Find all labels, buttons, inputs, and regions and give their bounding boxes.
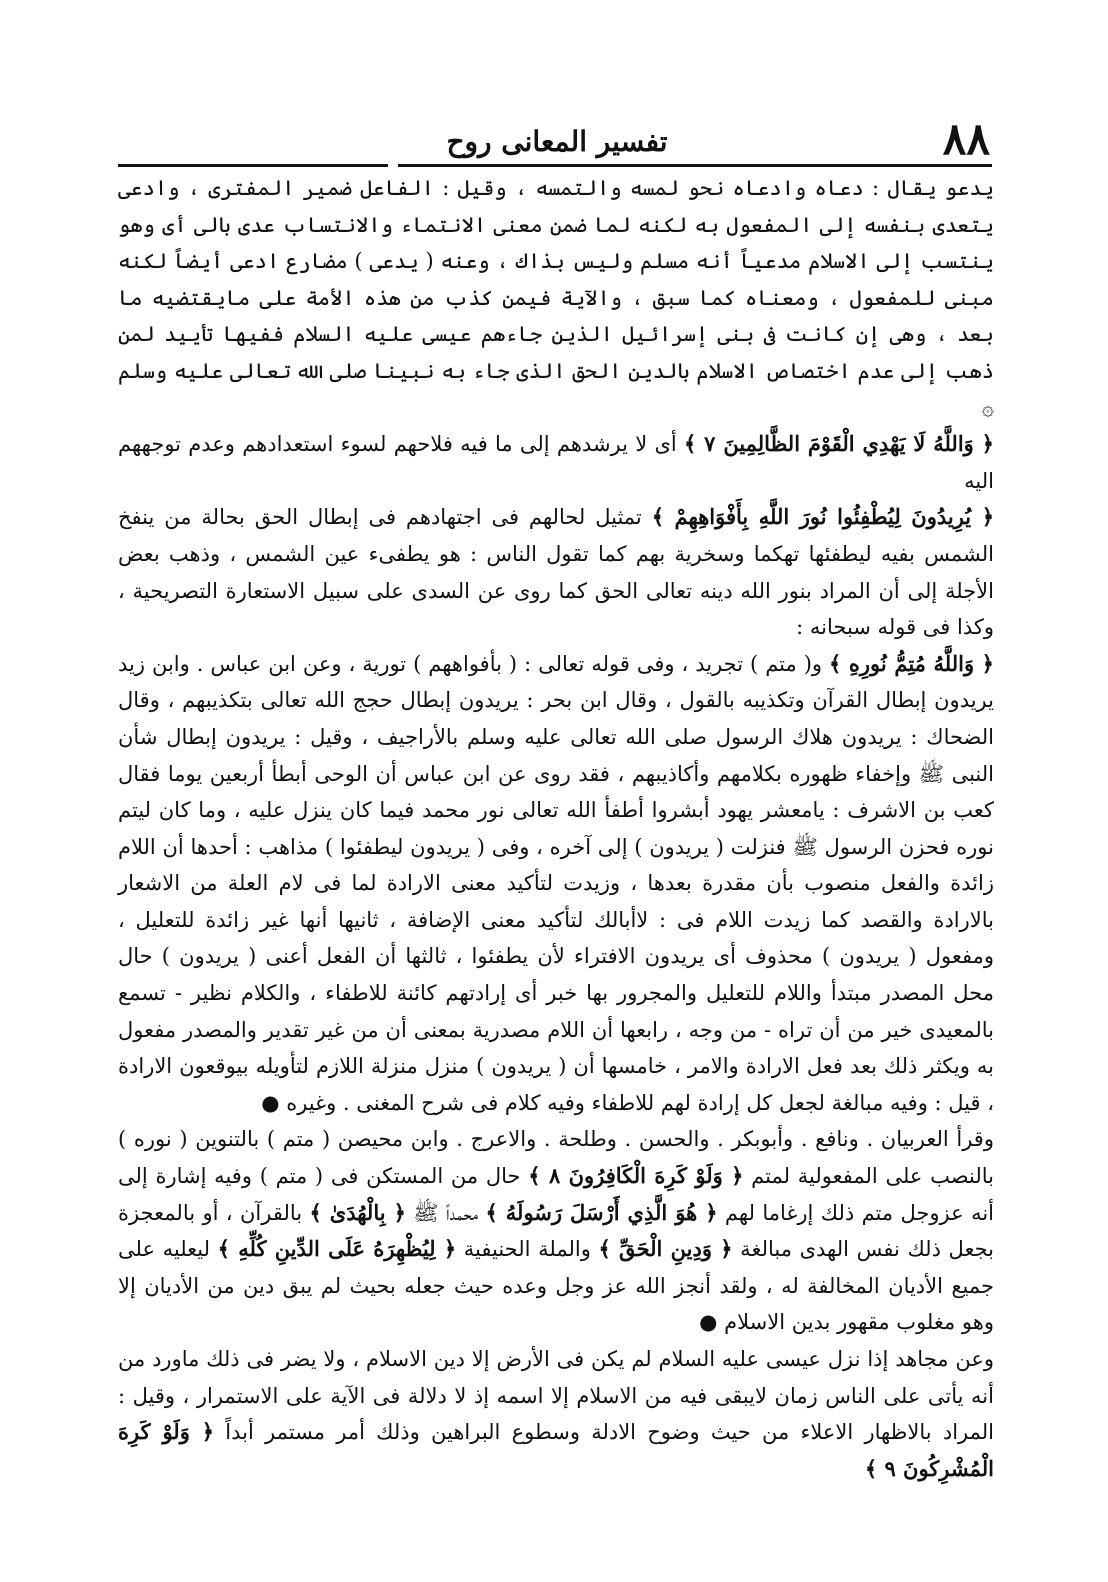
commentary-text: تمثيل لحالهم فى اجتهادهم فى إبطال الحق بحالة من ينفخ الشمس بفيه ليطفئها تهكما وسخرية بهم كما تقول الناس : هو يطفىء عين الشمس ، وذهب بعض الأجلة إلى أن المراد بنور الله دينه تعالى الحق كما روى عن السدى على سبيل الاستعارة التصريحية ، وكذا فى قوله سبحانه :	[118, 505, 994, 640]
quran-verse: ﴿ لِيُظْهِرَهُ عَلَى الدِّينِ كُلِّهِ ﴾	[217, 1236, 457, 1262]
running-title: تفسير المعانى روح	[446, 125, 668, 158]
quran-verse: ﴿ بِالْهُدَىٰ ﴾	[309, 1199, 406, 1225]
commentary-text: محمداً ﷺ	[405, 1200, 486, 1225]
body-text	[118, 170, 994, 1487]
header-rule	[118, 164, 992, 167]
quran-verse: ﴿ وَلَوْ كَرِهَ الْمُشْرِكُونَ ٩ ﴾	[118, 1419, 994, 1481]
paragraph	[118, 499, 994, 645]
quran-verse: ﴿ وَاللَّهُ لَا يَهْدِي الْقَوْمَ الظَّالِمِينَ ٧ ﴾	[683, 431, 994, 457]
quran-verse: ﴿ يُرِيدُونَ لِيُطْفِئُوا نُورَ اللَّهِ بِأَفْوَاهِهِمْ ﴾	[651, 504, 994, 530]
header-rule-gap	[388, 160, 398, 170]
commentary-text: حال من المستكن فى ( متم ) وفيه إشارة إلى أنه عزوجل متم ذلك إرغاما لهم	[118, 1164, 995, 1225]
commentary-text: يدعو يقال : دعاه وادعاه نحو لمسه والتمسه ، وقيل : الفاعل ضمير المفترى ، وادعى يتعدى بنفسه إلى المفعول به لكنه لما ضمن معنى الانتماء والانتساب عدى بالى أى وهو ينتسب إلى الاسلام مدعياً أنه مسلم وليس بذاك ، وعنه ( يدعى ) مضارع ادعى أيضاً لكنه مبنى للمفعول ، ومعناه كما سبق ، والآية فيمن كذب من هذه الأمة على مايقتضيه ما بعد ، وهى إن كانت فى بنى إسرائيل الذين جاءهم عيسى عليه السلام ففيها تأييد لمن ذهب إلى عدم اختصاص الاسلام بالدين الحق الذى جاء به نبينا صلى الله تعالى عليه وسلم ۞	[118, 176, 994, 420]
commentary-text: بالقرآن ، أو بالمعجزة بجعل ذلك نفس الهدى مبالغة	[118, 1200, 994, 1262]
commentary-text: و( متم ) تجريد ، وفى قوله تعالى : ( بأفواههم ) تورية ، وعن ابن عباس . وابن زيد يريدون إبطال القرآن وتكذيبه بالقول ، وقال ابن بحر : يريدون إبطال حجج الله تعالى بتكذيبهم ، وقال الضحاك : يريدون هلاك الرسول صلى الله تعالى عليه وسلم بالأراجيف ، وقيل : يريدون إبطال شأن النبى ﷺ وإخفاء ظهوره بكلامهم وأكاذيبهم ، فقد روى عن ابن عباس أن الوحى أبطأ أربعين يوما فقال كعب بن الاشرف : يامعشر يهود أبشروا أطفأ الله تعالى نور محمد فيما كان ينزل عليه ، وما كان ليتم نوره فحزن الرسول ﷺ فنزلت ( يريدون ) إلى آخره ، وفى ( يريدون ليطفئوا ) مذاهب : أحدها أن اللام زائدة والفعل منصوب بأن مقدرة بعدها ، وزيدت لتأكيد معنى الارادة لما فى لام العلة من الاشعار بالارادة والقصد كما زيدت اللام فى : لاأبالك لتأكيد معنى الإضافة ، ثانيها أنها غير زائدة للتعليل ، ومفعول ( يريدون ) محذوف أى يريدون الافتراء لأن يطفئوا ، ثالثها أن الفعل أعنى ( يريدون ) حال محل المصدر مبتدأ واللام للتعليل والمجرور بها خبر أى إرادتهم كائنة للاطفاء ، والكلام نظير - تسمع بالمعيدى خير من أن تراه - من وجه ، رابعها أن اللام مصدرية بمعنى أن من غير تقدير والمصدر مفعول به ويكثر ذلك بعد فعل الارادة والامر ، خامسها أن ( يريدون ) منزل منزلة اللازم لتأويله بيوقعون الارادة ، قيل : وفيه مبالغة لجعل كل إرادة لهم للاطفاء وفيه كلام فى شرح المغنى . وغيره ●	[118, 651, 994, 1115]
paragraph	[118, 646, 994, 1122]
commentary-text: وقرأ العربيان . ونافع . وأبوبكر . والحسن . وطلحة . والاعرج . وابن محيصن ( متم ) بالتنوين ( نوره ) بالنصب على المفعولية لمتم	[118, 1127, 994, 1189]
quran-verse: ﴿ هُوَ الَّذِي أَرْسَلَ رَسُولَهُ ﴾	[485, 1199, 718, 1225]
paragraph	[118, 170, 994, 426]
page-number: ٨٨	[942, 114, 990, 165]
quran-verse: ﴿ وَلَوْ كَرِهَ الْكَافِرُونَ ٨ ﴾	[528, 1163, 744, 1189]
commentary-text: ليعليه على جميع الأديان المخالفة له ، ولقد أنجز الله عز وجل وعده حيث جعله بحيث لم يبق دين من الأديان إلا وهو مغلوب مقهور بدين الاسلام ●	[118, 1237, 994, 1335]
commentary-text: أى لا يرشدهم إلى ما فيه فلاحهم لسوء استعدادهم وعدم توجههم اليه	[118, 432, 994, 493]
commentary-text: وعن مجاهد إذا نزل عيسى عليه السلام لم يكن فى الأرض إلا دين الاسلام ، ولا يضر فى ذلك ماورد من أنه يأتى على الناس زمان لايبقى فيه من الاسلام إلا اسمه إذ لا دلالة فى الآية على الاستمرار ، وقيل : المراد بالاظهار الاعلاء من حيث وضوح الادلة وسطوع البراهين وذلك أمر مستمر أبداً	[118, 1347, 994, 1445]
commentary-text: والملة الحنيفية	[456, 1237, 599, 1262]
paragraph	[118, 1341, 994, 1487]
paragraph	[118, 1121, 994, 1341]
page-header	[118, 112, 996, 168]
paragraph	[118, 426, 994, 499]
quran-verse: ﴿ وَاللَّهُ مُتِمُّ نُورِهِ ﴾	[829, 650, 994, 676]
quran-verse: ﴿ وَدِينِ الْحَقِّ ﴾	[598, 1236, 733, 1262]
